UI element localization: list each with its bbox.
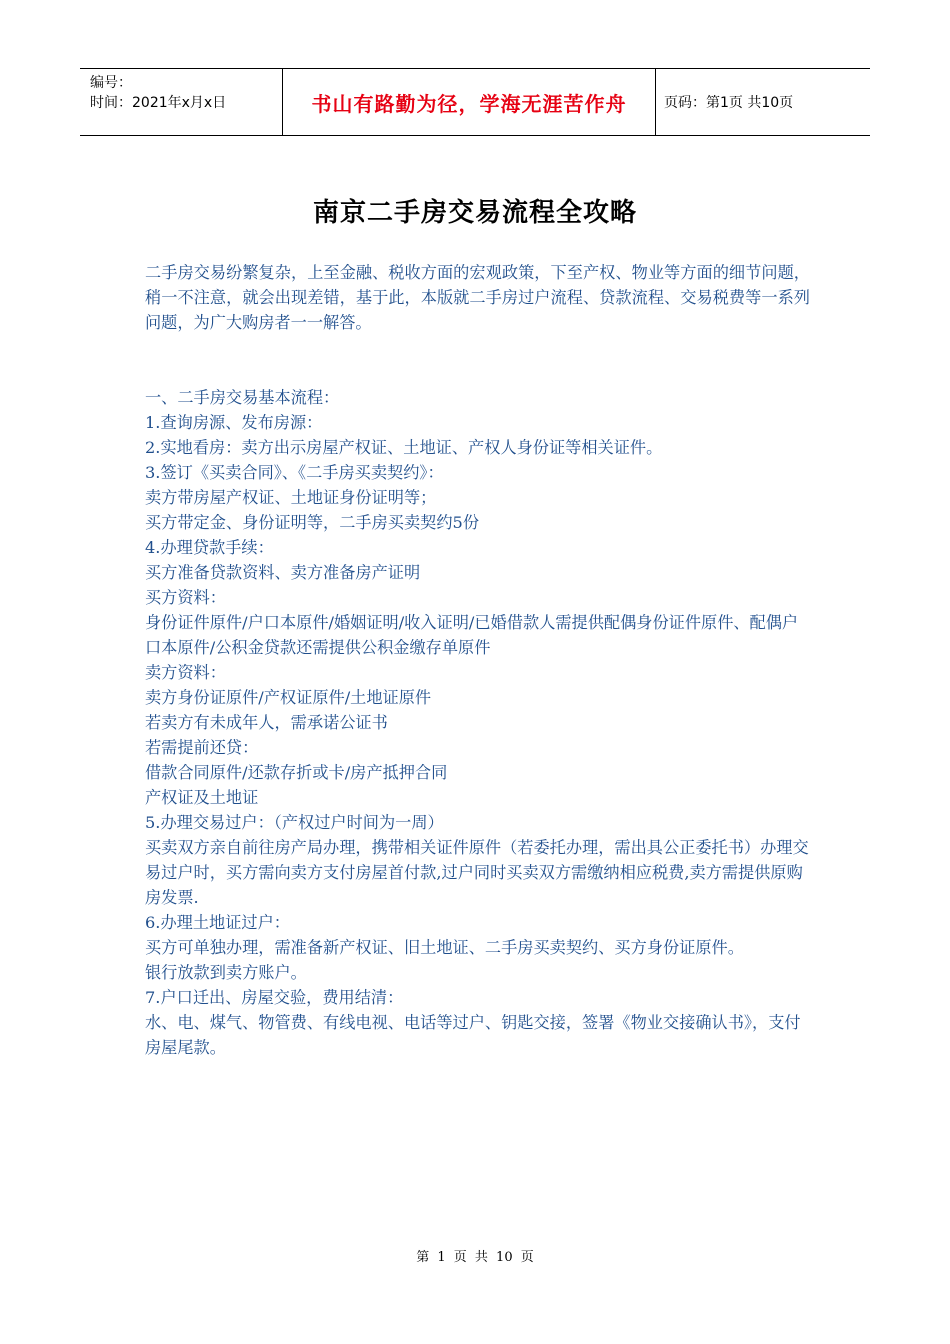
- body-line: 银行放款到卖方账户。: [145, 963, 307, 982]
- header-left-cell: [80, 69, 282, 135]
- body-line: 1.查询房源、发布房源：: [145, 413, 323, 432]
- number-label: 编号：: [90, 75, 132, 91]
- body-line: 2.实地看房：卖方出示房屋产权证、土地证、产权人身份证等相关证件。: [145, 438, 663, 457]
- body-line: 卖方身份证原件/产权证原件/土地证原件: [145, 688, 432, 707]
- body-line: 若卖方有未成年人，需承诺公证书: [145, 713, 388, 732]
- body-line: 卖方带房屋产权证、土地证身份证明等；: [145, 488, 437, 507]
- body-line: 买方带定金、身份证明等，二手房买卖契约5份: [145, 513, 480, 532]
- body-line: 一、二手房交易基本流程：: [145, 388, 340, 407]
- body-line: 身份证件原件/户口本原件/婚姻证明/收入证明/已婚借款人需提供配偶身份证件原件、配偶户口本原件/公积金贷款还需提供公积金缴存单原件: [145, 613, 799, 657]
- body-line: 若需提前还贷：: [145, 738, 259, 757]
- body-line: 3.签订《买卖合同》、《二手房买卖契约》：: [145, 463, 444, 482]
- page-footer: 第 1 页 共 10 页: [416, 1250, 534, 1265]
- body-line: 4.办理贷款手续：: [145, 538, 274, 557]
- intro-paragraph: 二手房交易纷繁复杂，上至金融、税收方面的宏观政策，下至产权、物业等方面的细节问题，稍一不注意，就会出现差错，基于此，本版就二手房过户流程、贷款流程、交易税费等一系列问题，为广大购房者一一解答。: [145, 263, 810, 332]
- body-line: 借款合同原件/还款存折或卡/房产抵押合同: [145, 763, 448, 782]
- body-line: 买卖双方亲自前往房产局办理，携带相关证件原件（若委托办理，需出具公正委托书）办理交易过户时，买方需向卖方支付房屋首付款,过户同时买卖双方需缴纳相应税费,卖方需提供原购房发票.: [145, 838, 809, 907]
- body-line: 6.办理土地证过户：: [145, 913, 290, 932]
- body-line: 买方可单独办理，需准备新产权证、旧土地证、二手房买卖契约、买方身份证原件。: [145, 938, 744, 957]
- header-table: [80, 68, 870, 136]
- document-body: [145, 260, 810, 1060]
- body-line: 产权证及土地证: [145, 788, 259, 807]
- page-title: 南京二手房交易流程全攻略: [312, 198, 637, 228]
- page-info: 页码：第1页 共10页: [664, 95, 794, 111]
- body-line: 水、电、煤气、物管费、有线电视、电话等过户、钥匙交接，签署《物业交接确认书》，支付房屋尾款。: [145, 1013, 801, 1057]
- process-list: [145, 385, 810, 1060]
- body-line: 5.办理交易过户：（产权过户时间为一周）: [145, 813, 444, 832]
- paragraph-gap: [145, 335, 810, 385]
- date-label: 时间：2021年x月x日: [90, 95, 227, 111]
- motto: 书山有路勤为径，学海无涯苦作舟: [282, 69, 656, 135]
- body-line: 卖方资料：: [145, 663, 226, 682]
- body-line: 买方资料：: [145, 588, 226, 607]
- body-line: 7.户口迁出、房屋交验，费用结清：: [145, 988, 404, 1007]
- body-line: 买方准备贷款资料、卖方准备房产证明: [145, 563, 421, 582]
